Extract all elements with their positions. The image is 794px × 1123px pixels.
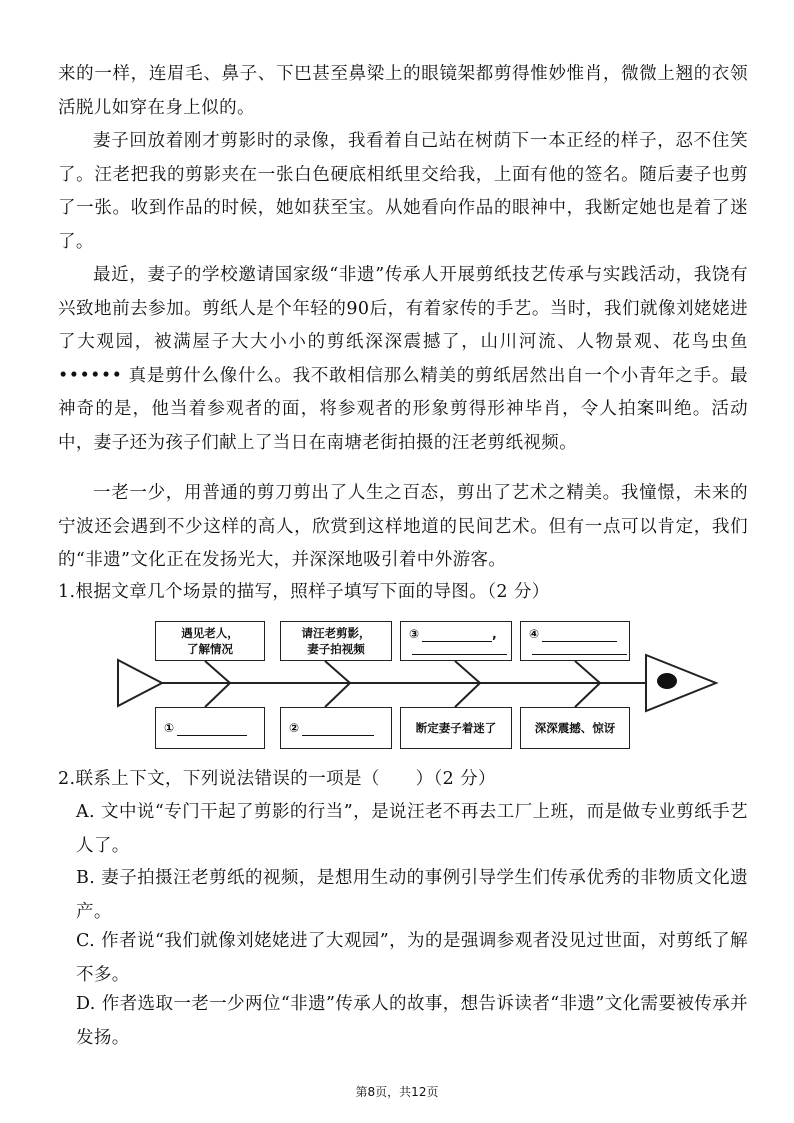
page-footer: 第8页，共12页 <box>355 1085 439 1099</box>
fishbone-box-bottom-2[interactable] <box>280 707 392 749</box>
bone-upper-4 <box>575 661 600 683</box>
option-d[interactable]: D. 作者选取一老一少两位“非遗”传承人的故事，想告诉读者“非遗”文化需要被传承并发扬。 <box>76 994 748 1048</box>
bone-upper-1 <box>205 661 230 683</box>
blank-number: ② <box>289 721 300 735</box>
blank-number: ① <box>164 721 175 735</box>
box-text-line: 了解情况 <box>187 642 233 656</box>
fish-eye <box>657 673 677 689</box>
answer-blank[interactable] <box>532 642 627 655</box>
bone-upper-2 <box>325 661 350 683</box>
option-b[interactable]: B. 妻子拍摄汪老剪纸的视频，是想用生动的事例引导学生们传承优秀的非物质文化遗产。 <box>76 868 748 922</box>
question-2-stem: 2.联系上下文，下列说法错误的一项是（ ）（2 分） <box>58 769 496 789</box>
bone-lower-1 <box>205 683 230 707</box>
paragraph-2: 妻子回放着刚才剪影时的录像，我看着自己站在树荫下一本正经的样子，忍不住笑了。汪老把我的剪影夹在一张白色硬底相纸里交给我，上面有他的签名。随后妻子也剪了一张。收到作品的时候，她如获至宝。从她看向作品的眼神中，我断定她也是着了迷了。 <box>58 131 748 252</box>
bone-lower-3 <box>455 683 480 707</box>
answer-blank[interactable] <box>177 723 247 736</box>
fishbone-box-top-4[interactable] <box>520 621 630 661</box>
fishbone-box-bottom-4 <box>520 707 630 749</box>
fishbone-box-top-2 <box>280 621 392 661</box>
box-text-line: 深深震撼、惊讶 <box>534 721 616 735</box>
blank-number: ③ <box>409 627 420 641</box>
answer-blank[interactable] <box>542 629 617 642</box>
question-1-stem: 1.根据文章几个场景的描写，照样子填写下面的导图。（2 分） <box>58 582 550 602</box>
bone-lower-4 <box>575 683 600 707</box>
bone-lower-2 <box>325 683 350 707</box>
fishbone-box-top-1 <box>155 621 265 661</box>
box-text-line: 请汪老剪影， <box>301 626 371 640</box>
answer-blank[interactable] <box>422 629 492 642</box>
blank-number: ④ <box>529 627 540 641</box>
option-a[interactable]: A. 文中说“专门干起了剪影的行当”，是说汪老不再去工厂上班，而是做专业剪纸手艺人了。 <box>76 802 748 856</box>
bone-upper-3 <box>455 661 480 683</box>
box-text-line: 断定妻子着迷了 <box>415 721 497 735</box>
box-text-line: 妻子拍视频 <box>307 642 365 656</box>
fish-tail <box>118 660 162 706</box>
fish-head <box>646 655 716 711</box>
option-c[interactable]: C. 作者说“我们就像刘姥姥进了大观园”，为的是强调参观者没见过世面，对剪纸了解不多。 <box>76 931 748 985</box>
answer-blank[interactable] <box>412 642 507 655</box>
paragraph-3: 最近，妻子的学校邀请国家级“非遗”传承人开展剪纸技艺传承与实践活动，我饶有兴致地前去参加。剪纸人是个年轻的90后，有着家传的手艺。当时，我们就像刘姥姥进了大观园，被满屋子大大小小的剪纸深深震撼了，山川河流、人物景观、花鸟虫鱼 •••••• 真是剪什么像什么。我不敢相信那么精美的剪纸居然出自一个小青年之手。最神奇的是，他当着参观者的面，将参观者的形象剪得形神毕肖，令人拍案叫绝。活动中，妻子还为孩子们献上了当日在南塘老街拍摄的汪老剪纸视频。 <box>58 265 748 453</box>
paragraph-4: 一老一少，用普通的剪刀剪出了人生之百态，剪出了艺术之精美。我憧憬，未来的宁波还会遇到不少这样的高人，欣赏到这样地道的民间艺术。但有一点可以肯定，我们的“非遗”文化正在发扬光大，并深深地吸引着中外游客。 <box>58 483 748 570</box>
fishbone-box-bottom-1[interactable] <box>155 707 265 749</box>
paragraph-1: 来的一样，连眉毛、鼻子、下巴甚至鼻梁上的眼镜架都剪得惟妙惟肖，微微上翘的衣领活脱儿如穿在身上似的。 <box>58 64 748 118</box>
fishbone-box-top-3[interactable]: ③ , <box>400 621 512 661</box>
answer-blank[interactable] <box>302 723 374 736</box>
box-text-line: 遇见老人， <box>181 626 239 640</box>
fishbone-box-bottom-3 <box>400 707 512 749</box>
